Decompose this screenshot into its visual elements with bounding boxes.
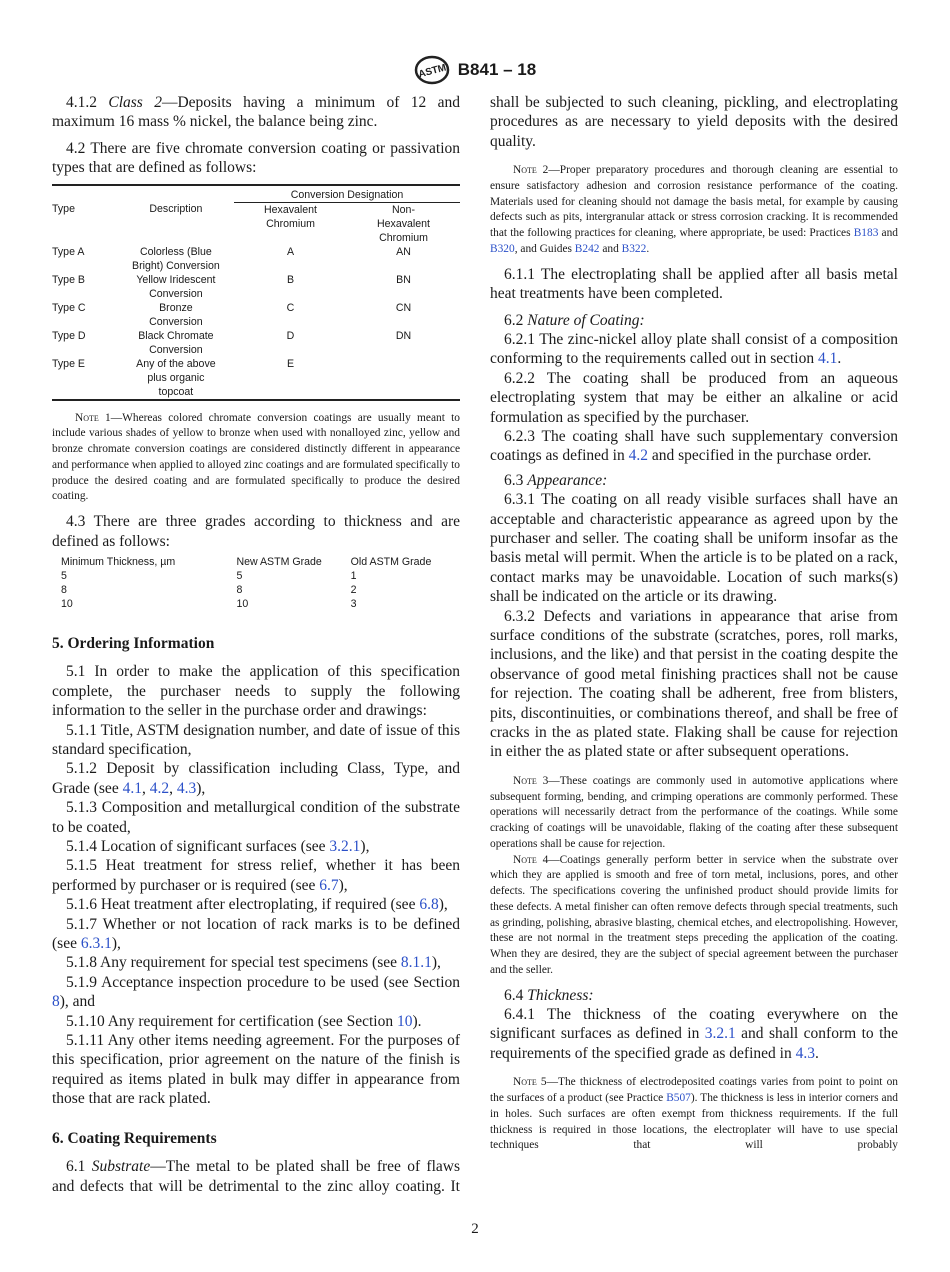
text-run: —Deposits having a minimum of 12 and maximum 16 mass % nickel, the balance being zinc.	[52, 94, 461, 131]
table-cell: C	[286, 301, 295, 314]
section-5-1-11	[52, 1031, 460, 1109]
column-header: Non-Hexavalent Chromium	[377, 203, 430, 244]
note-4	[490, 853, 898, 979]
cross-reference-link[interactable]: B322	[621, 242, 647, 255]
text-run: 6.2.3 The coating shall have such supplementary conversion coatings as defined in	[490, 427, 898, 465]
text-run: 5.1.6 Heat treatment after electroplating, if required (see	[66, 896, 420, 914]
text-run: 5.1.7 Whether or not location of rack marks is to be defined (see	[52, 915, 460, 953]
text-run: ),	[338, 876, 348, 894]
cross-reference-link[interactable]: 4.2	[628, 447, 648, 465]
column-header: New ASTM Grade	[236, 555, 322, 568]
section-5-1-6	[52, 895, 460, 914]
text-run: 6.3.2 Defects and variations in appearance that arise from surface conditions of the substrate (scratches, pores, roll marks, inclusions, and the like) and that persist in the coating despite the observance of good metal finishing practices shall not be cause for rejection. The coating shall be adherent, free from blisters, pits, discontinuities, or combinations thereof, and shall be free of cracks in the as plated state. Flaking shall be cause for rejection in either the as plated state or after subsequent operations.	[490, 607, 898, 761]
section-5-1-5	[52, 856, 460, 895]
text-run: and	[878, 227, 898, 240]
column-header: Minimum Thickness, µm	[61, 555, 176, 568]
text-run: 6.4.1 The thickness of the coating everywhere on the significant surfaces as defined in	[490, 1006, 898, 1043]
text-run: 5.1.3 Composition and metallurgical condition of the substrate to be coated,	[52, 799, 460, 836]
svg-text:ASTM: ASTM	[417, 62, 448, 81]
astm-logo-icon	[414, 55, 450, 85]
note-2	[490, 163, 898, 258]
text-run: and	[599, 242, 622, 255]
text-run: and shall conform to the requirements of the specified grade as defined in	[490, 1025, 898, 1062]
table-row	[52, 569, 460, 583]
cross-reference-link[interactable]: B183	[853, 227, 879, 240]
text-run: 5.1.11 Any other items needing agreement. For the purposes of this specification, prior agreement on the nature of the finish is required as items plated in bulk may differ in appearance from those that are rack plated.	[52, 1032, 460, 1108]
table-header-row	[52, 555, 460, 569]
text-run: .	[814, 1044, 819, 1062]
text-run: ),	[111, 935, 121, 953]
text-run: 6.1.1 The electroplating shall be applied after all basis metal heat treatments have been completed.	[490, 265, 898, 303]
table-cell: 2	[350, 583, 357, 596]
cross-reference-link[interactable]: B320	[490, 242, 515, 255]
text-run: ),	[360, 838, 370, 855]
table-cell: CN	[395, 301, 412, 314]
table-header-row	[52, 202, 460, 245]
section-5-1	[52, 662, 460, 720]
text-run: 6.3	[504, 471, 528, 489]
text-run: 5—The thickness of electrodeposited coatings varies from point to point on the surfaces of a product (see Practice	[490, 1076, 898, 1104]
table-cell: DN	[395, 329, 412, 342]
page-header	[0, 55, 950, 85]
section-6-1-continued	[490, 93, 898, 151]
text-run: 6.2	[504, 311, 528, 329]
section-5-1-9	[52, 973, 460, 1012]
section-5-1-10	[52, 1012, 460, 1031]
text-run: 6.3.1 The coating on all ready visible surfaces shall have an acceptable and characteristic appearance as agreed upon by the purchaser and seller. The coating shall be uniform insofar as the basis metal will permit. When the article is to be plated on a rack, contact marks may be unavoidable. Location of such marks(s) shall be indicated on the article or its drawing.	[490, 491, 898, 606]
text-run: 5.1 In order to make the application of this specification complete, the purchaser needs to supply the following information to the seller in the purchase order and drawings:	[52, 663, 460, 720]
section-5-1-1	[52, 721, 460, 760]
cross-reference-link[interactable]: 4.1	[818, 350, 838, 368]
table-cell: 5	[236, 569, 243, 582]
table-row	[52, 357, 460, 400]
section-6-2-2	[490, 369, 898, 427]
section-4-3	[52, 512, 460, 551]
text-run: and specified in the purchase order.	[647, 447, 872, 465]
table-cell: 8	[236, 583, 243, 596]
table-cell: BN	[396, 273, 411, 286]
table-group-header-row	[52, 185, 460, 203]
text-run: 5.1.5 Heat treatment for stress relief, whether it has been performed by purchaser or is required (see	[52, 857, 460, 894]
table-row	[52, 597, 460, 611]
table-cell: 1	[350, 569, 357, 582]
text-run: —The metal to be plated shall be free of flaws and defects that will be detrimental to the zinc alloy coating. It	[52, 1158, 461, 1195]
text-run: , and Guides	[514, 242, 575, 255]
cross-reference-link[interactable]: 6.3.1	[80, 935, 112, 953]
section-6-2-1	[490, 330, 898, 369]
section-4-1-2	[52, 93, 460, 132]
note-label: Note	[513, 774, 537, 787]
text-run: 5.1.2 Deposit by classification including Class, Type, and Grade (see	[52, 760, 460, 797]
cross-reference-link[interactable]: B242	[574, 242, 600, 255]
heading-ordering-information: 5. Ordering Information	[52, 634, 215, 652]
table-cell: Type D	[52, 329, 86, 342]
text-run: 5.1.4 Location of significant surfaces (see	[66, 838, 330, 855]
text-run: ).	[412, 1012, 422, 1030]
cross-reference-link[interactable]: 6.7	[319, 876, 339, 894]
cross-reference-link[interactable]: 4.2	[149, 779, 170, 797]
italic-heading: Substrate	[91, 1158, 151, 1176]
table-cell: B	[286, 273, 295, 286]
text-run: 5.1.9 Acceptance inspection procedure to be used (see Section	[66, 973, 460, 991]
section-5-1-4	[52, 837, 460, 856]
cross-reference-link[interactable]: 8	[52, 993, 60, 1011]
standard-designation: B841 – 18	[457, 60, 537, 79]
cross-reference-link[interactable]: 4.3	[176, 779, 197, 797]
section-6-4	[490, 986, 898, 1005]
cross-reference-link[interactable]: 4.1	[122, 779, 142, 797]
column-header: Old ASTM Grade	[350, 555, 432, 568]
text-run: 5.1.10 Any requirement for certification (see Section	[66, 1012, 397, 1030]
text-run: .	[837, 350, 842, 368]
cross-reference-link[interactable]: 6.8	[419, 896, 439, 914]
section-6-1	[52, 1157, 460, 1196]
section-6-4-1	[490, 1005, 898, 1063]
table-cell: 8	[61, 583, 67, 596]
table-cell: Bronze Conversion	[149, 301, 203, 328]
text-run: 3—These coatings are commonly used in automotive applications where subsequent forming, bending, and crimping operations are commonly performed. These operations will necessarily detract from the performance of the coatings. While some cracking of coatings will be unavoidable, flaking of the coating after these subsequent operations shall be cause for rejection.	[490, 774, 898, 850]
column-header: Hexavalent Chromium	[263, 203, 317, 230]
table-cell: Type C	[52, 301, 86, 314]
table-row	[52, 329, 460, 357]
table-cell: Yellow Iridescent Conversion	[136, 273, 216, 300]
heading-coating-requirements: 6. Coating Requirements	[52, 1129, 217, 1147]
page-number: 2	[471, 1221, 479, 1237]
note-label: Note	[513, 853, 537, 866]
table-cell: 10	[61, 597, 73, 610]
text-run: ),	[438, 896, 448, 914]
table-cell: E	[286, 357, 295, 370]
text-run: 2—Proper preparatory procedures and thorough cleaning are essential to ensure satisfactory adhesion and corrosion resistance performance of the coating. Materials used for cleaning should not damage the basis metal, for example by causing defects such as pits, intergranular attack or stress corrosion cracking. It is recommended that the following practices for cleaning, where appropriate, be used: Practices	[490, 164, 898, 240]
right-column	[490, 93, 898, 1154]
note-1	[52, 411, 460, 506]
table-cell: Type B	[52, 273, 85, 286]
text-run: ). The thickness is less in interior corners and in holes. Such surfaces are often exempt from thickness requirements. If the full thickness is required in those locations, the electroplater will have to use special techniques that will probably	[490, 1092, 898, 1152]
section-5-1-3	[52, 798, 460, 837]
cross-reference-link[interactable]: B507	[666, 1092, 691, 1104]
section-5-1-2	[52, 759, 460, 798]
group-header: Conversion Designation	[234, 185, 460, 203]
text-run: 6.2.1 The zinc-nickel alloy plate shall consist of a composition conforming to the requirements called out in section	[490, 330, 898, 368]
section-6-1-1	[490, 265, 898, 304]
table-row	[52, 301, 460, 329]
cross-reference-link[interactable]: 3.2.1	[329, 838, 361, 855]
table-cell: Type A	[52, 245, 85, 258]
table-cell: Black Chromate Conversion	[138, 329, 214, 356]
italic-heading: Class 2	[108, 94, 162, 111]
text-run: shall be subjected to such cleaning, pickling, and electroplating procedures as are necessary to yield deposits with the desired quality.	[490, 94, 898, 150]
text-run: ,	[141, 779, 150, 797]
table-cell: Type E	[52, 357, 85, 370]
italic-heading: Nature of Coating:	[527, 311, 645, 329]
table-cell: Any of the above plus organic topcoat	[136, 357, 216, 398]
text-run: 5.1.8 Any requirement for special test specimens (see	[66, 954, 401, 972]
note-label: Note	[513, 1076, 537, 1089]
italic-heading: Thickness:	[527, 986, 594, 1004]
text-run: ,	[169, 779, 177, 797]
section-6-3	[490, 471, 898, 490]
section-4-2	[52, 139, 460, 178]
table-cell: 3	[350, 597, 357, 610]
text-run: ), and	[59, 993, 96, 1011]
table-cell	[347, 357, 460, 400]
left-column	[52, 93, 460, 1196]
text-run: 4.2 There are five chromate conversion coating or passivation types that are defined as follows:	[52, 139, 460, 177]
column-header: Description	[149, 203, 203, 216]
table-cell: D	[286, 329, 295, 342]
note-3	[490, 774, 898, 853]
cross-reference-link[interactable]: 10	[397, 1012, 413, 1030]
table-cell: A	[286, 245, 295, 258]
table-cell: AN	[396, 245, 411, 258]
section-5-1-8	[52, 953, 460, 972]
section-6-2-3	[490, 427, 898, 466]
note-5	[490, 1075, 898, 1154]
cross-reference-link[interactable]: 4.3	[795, 1044, 815, 1062]
conversion-coating-table	[52, 184, 460, 401]
text-run: 4.1.2	[66, 94, 109, 111]
table-cell: 5	[61, 569, 67, 582]
note-label: Note	[75, 411, 99, 424]
table-cell: 10	[236, 597, 249, 610]
table-cell: Colorless (Blue Bright) Conversion	[132, 245, 220, 272]
text-run: ),	[431, 954, 441, 972]
section-6-2	[490, 311, 898, 330]
table-row	[52, 273, 460, 301]
section-5-1-7	[52, 915, 460, 954]
text-run: 6.2.2 The coating shall be produced from an aqueous electroplating system that may be either an alkaline or acid formulation as specified by the purchaser.	[490, 369, 898, 426]
note-label: Note	[513, 164, 537, 177]
text-run: 4.3 There are three grades according to thickness and are defined as follows:	[52, 513, 460, 550]
cross-reference-link[interactable]: 8.1.1	[400, 954, 432, 972]
column-header: Type	[52, 203, 75, 216]
table-row	[52, 245, 460, 273]
cross-reference-link[interactable]: 3.2.1	[704, 1025, 736, 1043]
text-run: ),	[196, 779, 206, 797]
text-run: .	[646, 242, 650, 255]
text-run: 6.4	[504, 986, 528, 1004]
thickness-grade-table	[52, 555, 460, 611]
table-row	[52, 583, 460, 597]
text-run: 5.1.1 Title, ASTM designation number, and date of issue of this standard specification,	[52, 721, 460, 758]
section-6-3-2	[490, 607, 898, 762]
text-run: 6.1	[66, 1158, 92, 1176]
text-run: 1—Whereas colored chromate conversion coatings are usually meant to include various shades of yellow to bronze when used with nonalloyed zinc, yellow and bronze chromate conversion coatings are considered distinctly different in appearance and performance when applied to alloyed zinc coatings and are formulated specifically to produce the desired coating and are formulated specifically to produce the desired coating.	[52, 411, 460, 503]
italic-heading: Appearance:	[527, 471, 608, 489]
section-6-3-1	[490, 490, 898, 606]
text-run: 4—Coatings generally perform better in service when the substrate over which they are applied is smooth and free of torn metal, inclusions, pores, and other defects. The specifications covering the unfinished product should provide limits for these defects. A metal finisher can often remove defects through special treatments, such as grinding, polishing, abrasive blasting, chemical etches, and electropolishing. However, these are not normal in the treatment steps preceding the application of the coating. When they are desired, they are the subject of special agreement between the purchaser and the seller.	[490, 853, 898, 976]
